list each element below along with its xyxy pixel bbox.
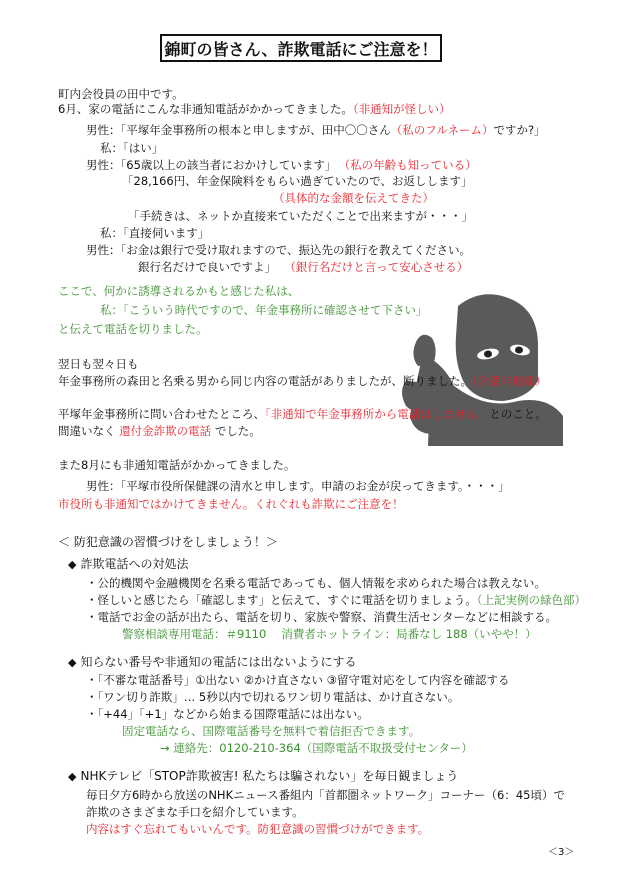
call-line-7 bbox=[100, 226, 209, 240]
bullet-text: ・怪しいと感じたら「確認します」と伝えて、すぐに電話を切りましょう。 bbox=[86, 593, 477, 607]
bullet-note: （上記実例の緑色部） bbox=[476, 593, 587, 607]
page-title: 錦町の皆さん、詐欺電話にご注意を！ bbox=[160, 34, 442, 62]
call-line-2 bbox=[100, 141, 163, 155]
body-text: 間違いなく bbox=[58, 424, 116, 438]
body-text: 年金事務所の森田と名乗る男から同じ内容の電話がありましたが、断りました。 bbox=[58, 374, 472, 388]
s2-green-1: 固定電話なら、国際電話番号を無料で着信拒否できます。 bbox=[122, 724, 421, 738]
annotation-note: （全部非通知） bbox=[472, 374, 547, 388]
diamond-bullet-icon: ◆ bbox=[68, 656, 77, 669]
intro-line-1: 町内会役員の田中です。 bbox=[58, 87, 184, 101]
green-line-1: ここで、何かに誘導されるかもと感じた私は、 bbox=[58, 284, 300, 298]
para3-line-1 bbox=[58, 407, 547, 421]
s1-bullet-3: ・電話でお金の話が出たら、電話を切り、家族や警察、消費生活センターなどに相談する。 bbox=[86, 610, 558, 624]
s2-bullet-3: ・「+44」「+1」などから始まる国際電話には出ない。 bbox=[86, 707, 369, 721]
speech-text: 「65歳以上の該当者におかけしています」 bbox=[120, 158, 337, 172]
speaker-label: 男性： bbox=[86, 123, 121, 137]
para2-line-1: 翌日も翌々日も bbox=[58, 357, 139, 371]
para4-warning: 市役所も非通知ではかけてきません。くれぐれも詐欺にご注意を！ bbox=[58, 497, 404, 511]
speech-text: ですか?」 bbox=[493, 123, 546, 137]
call-line-3 bbox=[86, 158, 477, 172]
speech-text: 「平塚年金事務所の根本と申しますが、田中〇〇さん bbox=[120, 123, 391, 137]
speaker-label: 男性： bbox=[86, 158, 121, 172]
speech-text: 「はい」 bbox=[123, 141, 164, 155]
s1-bullet-1: ・公的機関や金融機関を名乗る電話であっても、個人情報を求められた場合は教えない。 bbox=[86, 576, 546, 590]
speech-text: 「お金は銀行で受け取れますので、振込先の銀行を教えてください。 bbox=[120, 243, 472, 257]
speaker-label: 私： bbox=[100, 141, 123, 155]
section-3-title bbox=[68, 767, 458, 784]
call-line-4: 「28,166円、年金保険料をもらい過ぎていたので、お返しします」 bbox=[122, 174, 473, 188]
s2-bullet-2: ・「ワン切り詐欺」… 5秒以内で切れるワン切り電話は、かけ直さない。 bbox=[86, 690, 460, 704]
body-text: とのこと。 bbox=[489, 407, 547, 421]
green-line-2: 私：「こういう時代ですので、年金事務所に確認させて下さい」 bbox=[100, 303, 428, 317]
annotation-note: （私の年齢も知っている） bbox=[344, 158, 477, 172]
s1-bullet-2 bbox=[86, 593, 586, 607]
habits-heading: ＜ 防犯意識の習慣づけをしましょう！＞ bbox=[58, 535, 278, 549]
speech-text: 「直接伺います」 bbox=[123, 226, 210, 240]
para4-line-2 bbox=[86, 479, 510, 493]
section-title-text: NHKテレビ「STOP詐欺被害! 私たちは騙されない」を毎日観ましょう bbox=[80, 769, 459, 783]
call-line-6: 「手続きは、ネットか直接来ていただくことで出来ますが・・・」 bbox=[128, 209, 473, 223]
speaker-label: 男性： bbox=[86, 243, 121, 257]
para4-line-1: また8月にも非通知電話がかかってきました。 bbox=[58, 458, 296, 472]
s2-bullet-1: ・「不審な電話番号」①出ない ②かけ直さない ③留守電対応をして内容を確認する bbox=[86, 673, 510, 687]
annotation-note: （私のフルネーム） bbox=[390, 123, 494, 137]
s1-hotlines: 警察相談専用電話：＃9110 消費者ホットライン：局番なし 188（いやや！） bbox=[122, 627, 537, 641]
green-line-3: と伝えて電話を切りました。 bbox=[58, 322, 208, 336]
speech-text: 銀行名だけで良いですよ」 bbox=[138, 260, 276, 274]
section-1-title bbox=[68, 555, 188, 572]
call-line-9 bbox=[138, 260, 468, 274]
s2-green-2: → 連絡先：0120-210-364（国際電話不取扱受付センター） bbox=[160, 741, 473, 755]
diamond-bullet-icon: ◆ bbox=[68, 770, 77, 783]
body-text: でした。 bbox=[214, 424, 261, 438]
s3-line-2: 詐欺のさまざまな手口を紹介しています。 bbox=[86, 805, 304, 819]
annotation-note: 還付金詐欺の電話 bbox=[119, 424, 212, 438]
call-line-1 bbox=[86, 123, 546, 137]
speaker-label: 私： bbox=[100, 226, 123, 240]
para2-line-2 bbox=[58, 374, 547, 388]
s3-line-3: 内容はすぐ忘れてもいいんです。防犯意識の習慣づけができます。 bbox=[86, 822, 430, 836]
intro-text: 6月、家の電話にこんな非通知電話がかかってきました。 bbox=[58, 102, 353, 116]
intro-note: （非通知が怪しい） bbox=[352, 102, 451, 116]
annotation-note: 「非通知で年金事務所から電話はしません」 bbox=[265, 407, 490, 421]
call-note-amount: （具体的な金額を伝えてきた） bbox=[273, 191, 434, 205]
speech-text: 「平塚市役所保健課の清水と申します。申請のお金が戻ってきます。・・・」 bbox=[120, 479, 510, 493]
s3-line-1: 毎日夕方6時から放送のNHKニュース番組内「首都圏ネットワーク」コーナー（6：45頃）で bbox=[86, 788, 565, 802]
section-title-text: 詐欺電話への対処法 bbox=[80, 557, 189, 571]
annotation-note: （銀行名だけと言って安心させる） bbox=[290, 260, 469, 274]
call-line-8 bbox=[86, 243, 471, 257]
speaker-label: 男性： bbox=[86, 479, 121, 493]
page-number: ＜3＞ bbox=[548, 847, 575, 858]
body-text: 平塚年金事務所に問い合わせたところ、 bbox=[58, 407, 265, 421]
para3-line-2 bbox=[58, 424, 261, 438]
intro-line-2 bbox=[58, 102, 451, 116]
section-title-text: 知らない番号や非通知の電話には出ないようにする bbox=[80, 655, 357, 669]
section-2-title bbox=[68, 653, 356, 670]
diamond-bullet-icon: ◆ bbox=[68, 558, 77, 571]
